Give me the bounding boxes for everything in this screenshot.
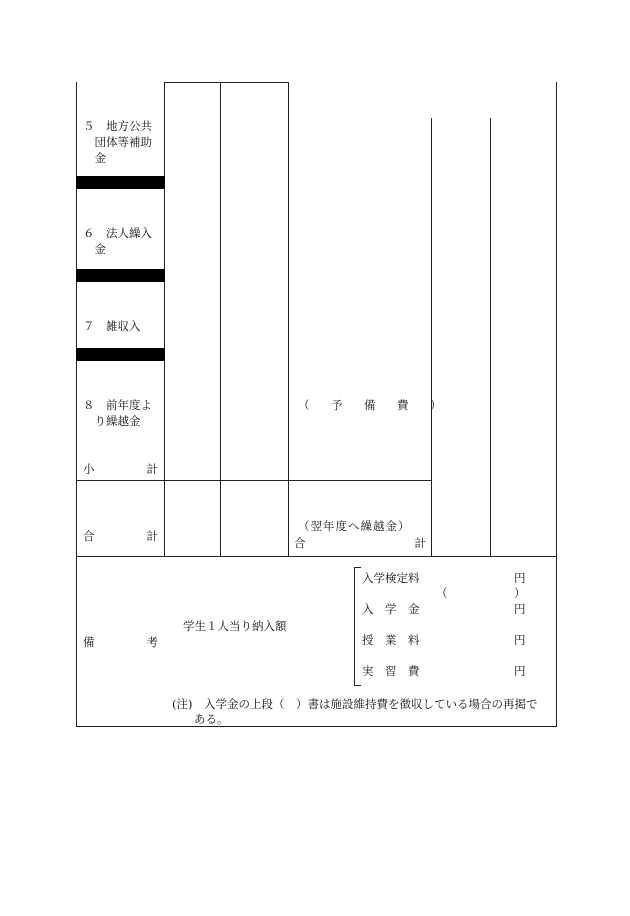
remarks-right: 考 <box>146 635 158 649</box>
row-label-8: ８ 前年度よ り繰越金 <box>83 398 152 428</box>
fee-bracket <box>354 567 361 686</box>
fee-item-unit: 円 <box>514 602 526 616</box>
table-border-right <box>556 82 557 726</box>
row-label-7: ７ 雑収入 <box>83 319 141 333</box>
carryover-total-right: 計 <box>414 536 426 550</box>
row-label-6: ６ 法人繰入 金 <box>83 226 152 256</box>
column-divider-4 <box>431 118 432 556</box>
carryover-total-left: 合 <box>294 536 306 550</box>
paren-open: （ <box>436 586 448 600</box>
fee-item-name: 入 学 金 <box>362 602 420 616</box>
carryover-total-label <box>294 535 426 551</box>
row-separator-bar <box>76 176 165 189</box>
subtotal-label <box>83 461 158 477</box>
per-student-label: 学生１人当り納入額 <box>183 619 287 633</box>
row-separator-bar <box>76 269 165 282</box>
total-right: 計 <box>146 529 158 543</box>
reserve-label: （ 予 備 費 ） <box>298 398 447 412</box>
total-label <box>83 528 158 544</box>
top-line-mid <box>164 82 288 83</box>
paren-close: ） <box>514 586 526 600</box>
row-label-5: ５ 地方公共 団体等補助 金 <box>83 119 152 165</box>
fee-item-name: 実 習 費 <box>362 664 420 678</box>
fee-item-unit: 円 <box>514 633 526 647</box>
fee-item-unit: 円 <box>514 664 526 678</box>
fee-item-name: 入学検定料 <box>362 571 420 585</box>
remarks-label <box>83 634 158 650</box>
column-divider-2 <box>220 82 221 556</box>
row-separator-bar <box>76 348 165 361</box>
note-line-1: (注) 入学金の上段（ ）書は施設維持費を徴収している場合の再掲で <box>172 697 538 711</box>
remarks-left: 備 <box>83 635 95 649</box>
fee-item-unit: 円 <box>514 571 526 585</box>
note-line-2: ある。 <box>194 712 229 726</box>
table-bottom-line <box>76 726 557 727</box>
subtotal-bottom-line <box>76 480 432 481</box>
carryover-label: （翌年度へ繰越金） <box>298 519 411 533</box>
fee-item-name: 授 業 料 <box>362 633 420 647</box>
column-divider-5 <box>490 118 491 556</box>
column-divider-3 <box>288 82 289 556</box>
column-divider-1 <box>164 82 165 556</box>
total-bottom-line <box>76 556 557 557</box>
total-left: 合 <box>83 529 95 543</box>
subtotal-left: 小 <box>83 462 95 476</box>
subtotal-right: 計 <box>146 462 158 476</box>
